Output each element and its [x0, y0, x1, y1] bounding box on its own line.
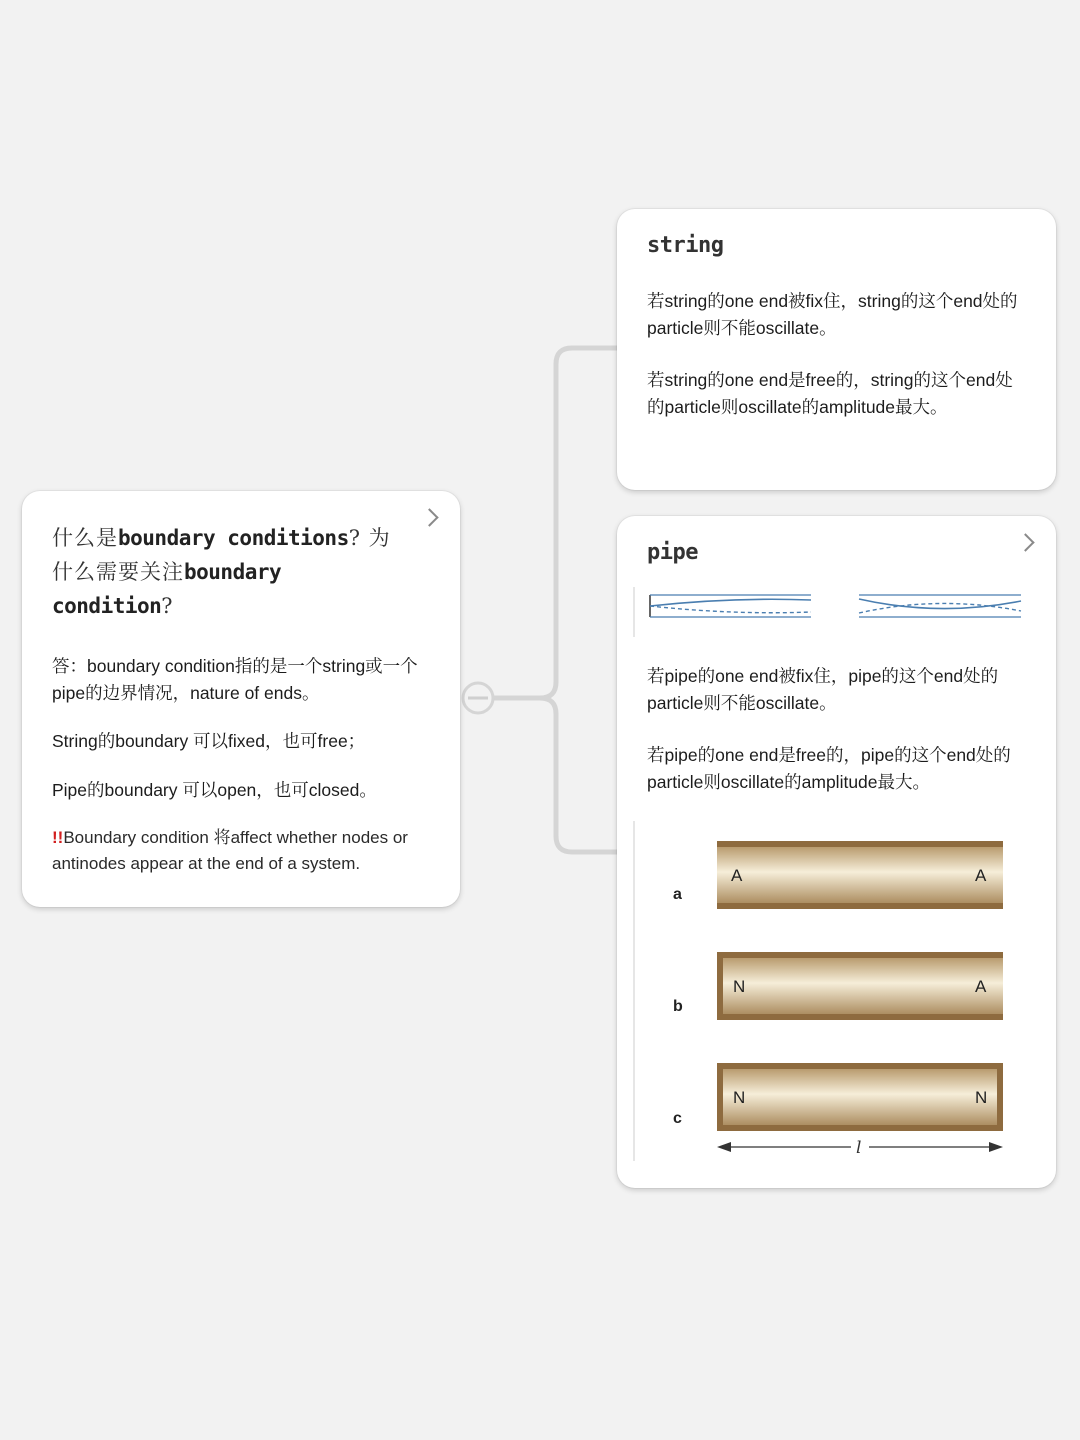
chevron-right-icon[interactable]: [420, 508, 438, 526]
standing-wave-figure: [633, 587, 1023, 637]
length-label: l: [856, 1138, 862, 1158]
pipe-open-open: [673, 841, 1003, 909]
string-boundary-text: String的boundary 可以fixed，也可free；: [52, 731, 366, 751]
title-term: boundary conditions: [118, 526, 349, 550]
antinode-label: A: [975, 977, 987, 996]
title-text: 什么是: [52, 526, 118, 550]
answer-text: 答：boundary condition指的是一个string或一个pipe的边界情况，nature of ends。: [52, 656, 418, 703]
string-para-fixed: 若string的one end被fix住，string的这个end处的particle则不能oscillate。: [647, 291, 1018, 338]
note-text: [52, 825, 430, 877]
pipe-closed-open: [673, 952, 1003, 1020]
connector-string: [494, 348, 617, 698]
pipe-boundary-figure: [633, 821, 1033, 1171]
node-label: N: [975, 1088, 988, 1107]
pipe-para-free: 若pipe的one end是free的，pipe的这个end处的particle则oscillate的amplitude最大。: [647, 745, 1011, 792]
title-text: ? 为什么需要关注: [52, 526, 391, 584]
row-label: b: [673, 998, 683, 1015]
note-body: Boundary condition 将affect whether nodes or antinodes appear at the end of a system.: [52, 828, 408, 873]
topic-card-string[interactable]: [617, 209, 1056, 490]
string-para-free: 若string的one end是free的，string的这个end处的particle则oscillate的amplitude最大。: [647, 370, 1013, 417]
warning-icon: !!: [52, 828, 64, 847]
title-term: boundary condition: [52, 560, 282, 618]
topic-card-pipe[interactable]: [617, 516, 1056, 1188]
row-label: c: [673, 1110, 682, 1127]
pipe-boundary-text: Pipe的boundary 可以open，也可closed。: [52, 779, 377, 800]
topic-card-boundary-conditions[interactable]: [22, 491, 460, 907]
pipe-para-fixed: 若pipe的one end被fix住，pipe的这个end处的particle则不能oscillate。: [647, 666, 999, 713]
antinode-label: A: [975, 866, 987, 885]
card-title: string: [647, 233, 724, 258]
row-label: a: [673, 886, 682, 903]
collapse-toggle[interactable]: [463, 683, 493, 713]
topic-title: [52, 521, 406, 623]
wave-free-end: [859, 595, 1021, 617]
card-title: pipe: [647, 540, 698, 565]
node-label: N: [733, 1088, 746, 1107]
antinode-label: A: [731, 866, 743, 885]
pipe-closed-closed: [673, 1063, 1003, 1131]
node-label: N: [733, 977, 746, 996]
length-arrow: [717, 1138, 1003, 1158]
connector-pipe: [494, 698, 617, 852]
wave-fixed-end: [650, 595, 811, 617]
title-text: ?: [161, 594, 174, 618]
